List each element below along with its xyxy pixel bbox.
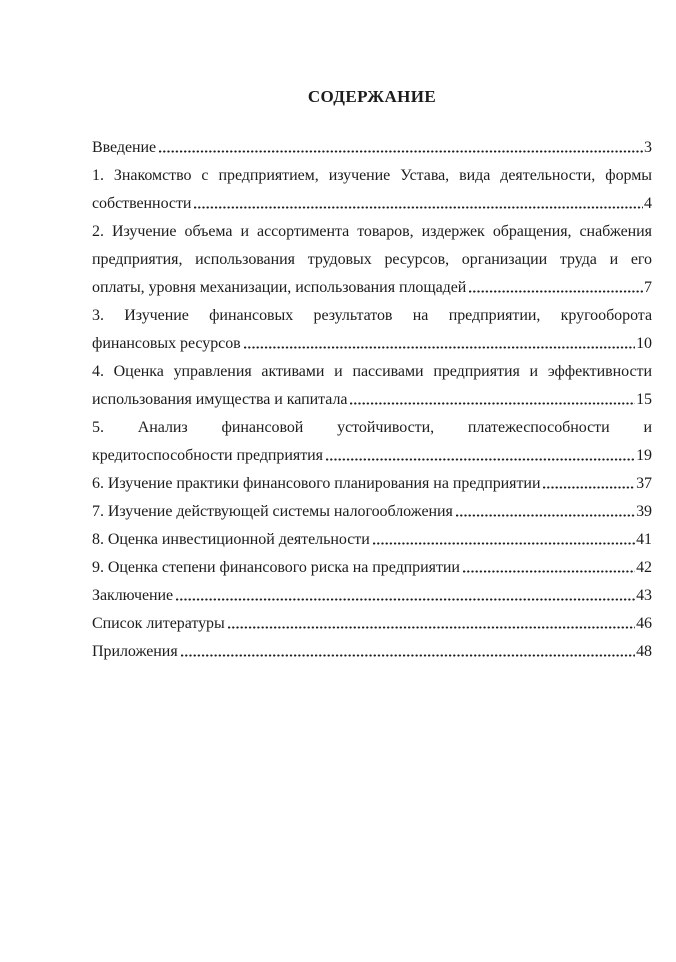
- page-number: 42: [636, 559, 652, 576]
- toc-entry: [92, 526, 652, 554]
- toc-entry-line: [92, 134, 652, 162]
- toc-entry: [92, 218, 652, 302]
- page-number: 41: [636, 531, 652, 548]
- toc-entry-text: Введение: [92, 139, 157, 156]
- toc-entry: [92, 470, 652, 498]
- page-number: 10: [636, 335, 652, 352]
- toc-list: [92, 134, 652, 666]
- toc-entry-line: 1. Знакомство с предприятием, изучение Устава, вида деятельности, формы: [92, 167, 652, 184]
- toc-entry-text: 6. Изучение практики финансового планирования на предприятии: [92, 475, 541, 492]
- page-number: 7: [644, 279, 652, 296]
- toc-entry-line: [92, 274, 652, 302]
- toc-entry-line: [92, 190, 652, 218]
- page-number: 3: [644, 139, 652, 156]
- toc-entry-text: финансовых ресурсов: [92, 335, 241, 352]
- toc-entry-text: Заключение: [92, 587, 174, 604]
- page-number: 39: [636, 503, 652, 520]
- dot-leader: [543, 487, 635, 488]
- toc-entry-line: [92, 638, 652, 666]
- dot-leader: [456, 515, 635, 516]
- toc-entry-line: предприятия, использования трудовых ресурсов, организации труда и его: [92, 251, 652, 268]
- toc-entry-line: 2. Изучение объема и ассортимента товаров, издержек обращения, снабжения: [92, 223, 652, 240]
- page-number: 15: [636, 391, 652, 408]
- toc-entry-text: 7. Изучение действующей системы налогообложения: [92, 503, 453, 520]
- dot-leader: [176, 599, 635, 600]
- dot-leader: [469, 291, 643, 292]
- document-page: [92, 86, 652, 666]
- dot-leader: [326, 459, 635, 460]
- toc-entry-text: собственности: [92, 195, 192, 212]
- toc-entry: [92, 134, 652, 162]
- toc-entry-line: [92, 470, 652, 498]
- toc-entry-line: [92, 582, 652, 610]
- toc-entry-line: [92, 554, 652, 582]
- toc-entry-line: 4. Оценка управления активами и пассивами предприятия и эффективности: [92, 363, 652, 380]
- toc-entry-line: [92, 386, 652, 414]
- dot-leader: [194, 207, 643, 208]
- dot-leader: [181, 655, 635, 656]
- page-number: 37: [636, 475, 652, 492]
- dot-leader: [350, 403, 635, 404]
- toc-entry: [92, 162, 652, 218]
- toc-entry-line: 3. Изучение финансовых результатов на предприятии, кругооборота: [92, 307, 652, 324]
- toc-entry-text: кредитоспособности предприятия: [92, 447, 323, 464]
- page-title: СОДЕРЖАНИЕ: [307, 87, 437, 106]
- dot-leader: [159, 151, 643, 152]
- toc-entry-text: оплаты, уровня механизации, использования площадей: [92, 279, 467, 296]
- toc-entry: [92, 582, 652, 610]
- toc-entry: [92, 638, 652, 666]
- page-number: 19: [636, 447, 652, 464]
- toc-entry-line: [92, 442, 652, 470]
- toc-entry-line: [92, 526, 652, 554]
- toc-entry: [92, 358, 652, 414]
- page-number: 43: [636, 587, 652, 604]
- toc-entry: [92, 414, 652, 470]
- page-number: 48: [636, 643, 652, 660]
- toc-entry-line: [92, 330, 652, 358]
- toc-entry: [92, 302, 652, 358]
- dot-leader: [373, 543, 635, 544]
- toc-entry: [92, 498, 652, 526]
- toc-entry-text: Приложения: [92, 643, 178, 660]
- dot-leader: [463, 571, 635, 572]
- dot-leader: [244, 347, 635, 348]
- page-number: 46: [636, 615, 652, 632]
- toc-entry-text: 8. Оценка инвестиционной деятельности: [92, 531, 370, 548]
- toc-entry-line: [92, 610, 652, 638]
- toc-entry-text: использования имущества и капитала: [92, 391, 348, 408]
- toc-entry-text: 9. Оценка степени финансового риска на предприятии: [92, 559, 460, 576]
- dot-leader: [228, 627, 635, 628]
- toc-entry: [92, 554, 652, 582]
- toc-entry: [92, 610, 652, 638]
- toc-entry-line: [92, 498, 652, 526]
- page-number: 4: [644, 195, 652, 212]
- toc-entry-text: Список литературы: [92, 615, 225, 632]
- toc-entry-line: 5. Анализ финансовой устойчивости, платежеспособности и: [92, 419, 652, 436]
